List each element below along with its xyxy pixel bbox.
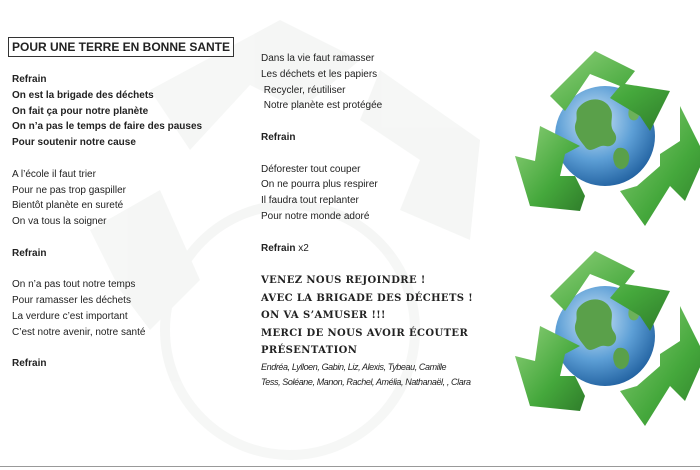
verse-line: Recycler, réutiliser (261, 84, 346, 96)
verse-line: Pour ramasser les déchets (12, 295, 131, 307)
closing-line: VENEZ NOUS REJOINDRE ! (261, 275, 426, 286)
closing-section (261, 272, 473, 390)
closing-line: AVEC LA BRIGADE DES DÉCHETS ! (261, 292, 474, 304)
verse-line: Pour ne pas trop gaspiller (12, 184, 126, 196)
refrain-label: Refrain (261, 131, 296, 143)
verse-line: A l’école il faut trier (12, 168, 96, 180)
verse-line: On n’a pas tout notre temps (12, 279, 136, 291)
verse-line: Bientôt planète en sureté (12, 200, 124, 212)
repeat-count: x2 (295, 242, 309, 254)
refrain-label: Refrain (12, 358, 47, 370)
student-names: Endréa, Lylloen, Gabin, Liz, Alexis, Tybeau, Camille (261, 361, 447, 372)
chorus-line: On fait ça pour notre planète (12, 105, 149, 117)
recycle-globe-icon (510, 36, 700, 236)
page-title: POUR UNE TERRE EN BONNE SANTE (8, 37, 234, 57)
verse-line: La verdure c’est important (12, 310, 128, 322)
refrain-label: Refrain (261, 242, 296, 254)
student-names: Tess, Soléane, Manon, Rachel, Amélia, Nathanaël, , Clara (261, 376, 471, 387)
verse-line: Notre planète est protégée (261, 100, 383, 112)
verse-line: On ne pourra plus respirer (261, 179, 378, 191)
verse-line: Pour notre monde adoré (261, 210, 370, 222)
verse-line: On va tous la soigner (12, 216, 107, 228)
refrain-x2-label (261, 241, 382, 257)
verse-line: Dans la vie faut ramasser (261, 53, 375, 64)
verse-line: Il faudra tout replanter (261, 195, 359, 207)
chorus-line: On est la brigade des déchets (12, 89, 154, 101)
bottom-divider (0, 466, 700, 467)
verse-line: Les déchets et les papiers (261, 68, 378, 80)
refrain-label: Refrain (12, 74, 47, 85)
recycle-globe-icon (510, 236, 700, 436)
chorus-line: On n’a pas le temps de faire des pauses (12, 121, 203, 133)
lyrics-left-column (12, 72, 202, 372)
closing-line: ON VA S’AMUSER !!! (261, 310, 386, 321)
chorus-line: Pour soutenir notre cause (12, 137, 136, 149)
verse-line: C’est notre avenir, notre santé (12, 326, 146, 338)
closing-line: MERCI DE NOUS AVOIR ÉCOUTER (261, 327, 469, 339)
refrain-label: Refrain (12, 247, 47, 259)
verse-line: Déforester tout couper (261, 163, 361, 175)
lyrics-middle-column (261, 51, 382, 256)
presentation-heading: PRÉSENTATION (261, 345, 358, 356)
